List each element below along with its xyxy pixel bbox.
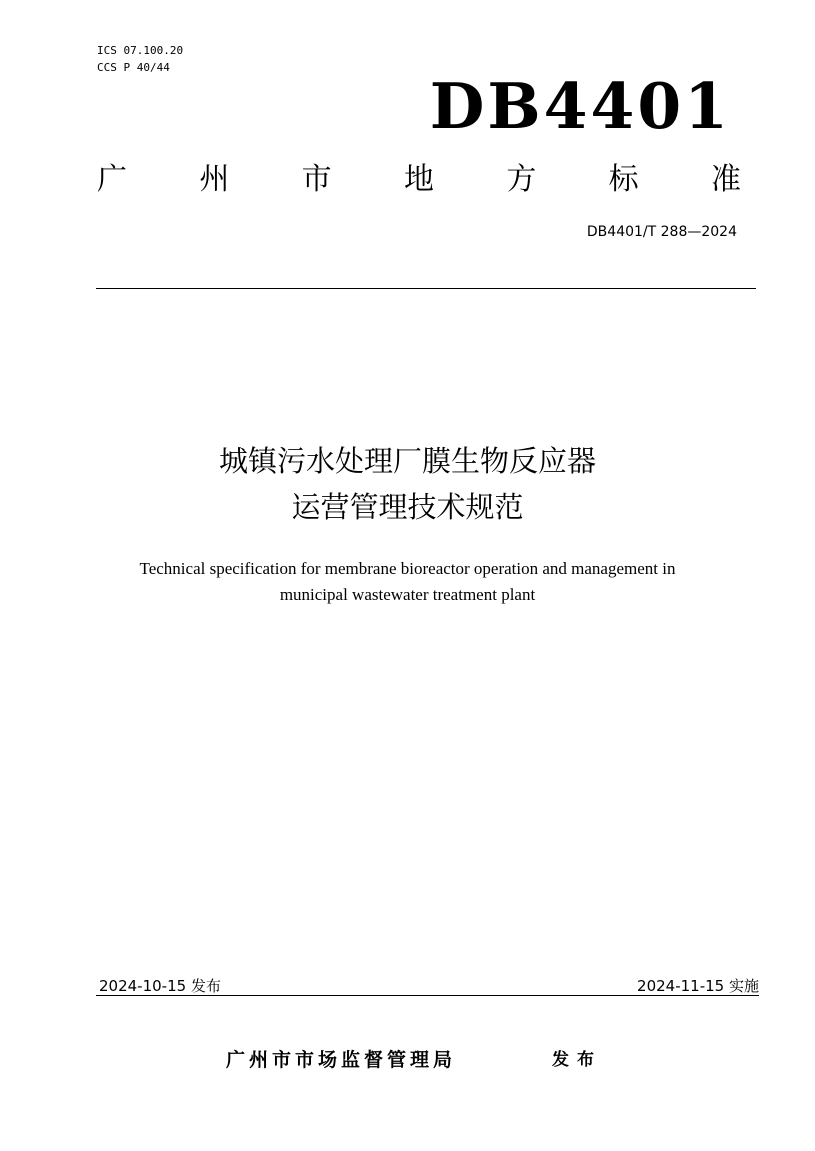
chinese-title-line-1: 城镇污水处理厂膜生物反应器	[218, 444, 596, 478]
issue-date: 2024-10-15 发布	[99, 977, 221, 995]
publisher-name: 广州市市场监督管理局	[226, 1049, 457, 1071]
implementation-date: 2024-11-15 实施	[637, 977, 759, 995]
standard-type-char: 市	[301, 162, 332, 197]
ics-code: ICS 07.100.20	[97, 44, 184, 57]
footer-divider	[96, 995, 759, 996]
chinese-title	[0, 438, 815, 530]
standard-type-heading	[97, 160, 741, 200]
header-divider	[96, 288, 756, 289]
ccs-code: CCS P 40/44	[97, 61, 170, 74]
classification-codes	[97, 42, 183, 76]
standard-type-char: 准	[710, 162, 741, 197]
english-title-line-1: Technical specification for membrane bioreactor operation and management in	[139, 559, 676, 578]
standard-type-char: 地	[403, 162, 434, 197]
english-title	[0, 556, 815, 608]
standard-number: DB4401/T 288—2024	[586, 224, 737, 240]
publish-label: 发布	[552, 1050, 602, 1070]
chinese-title-line-2: 运营管理技术规范	[291, 490, 524, 524]
standard-type-char: 州	[199, 162, 230, 197]
standard-type-char: 标	[608, 162, 639, 197]
english-title-line-2: municipal wastewater treatment plant	[279, 585, 536, 604]
standard-code-logo: DB4401	[429, 69, 731, 143]
standard-type-char: 广	[97, 162, 127, 197]
standard-type-char: 方	[506, 162, 537, 197]
